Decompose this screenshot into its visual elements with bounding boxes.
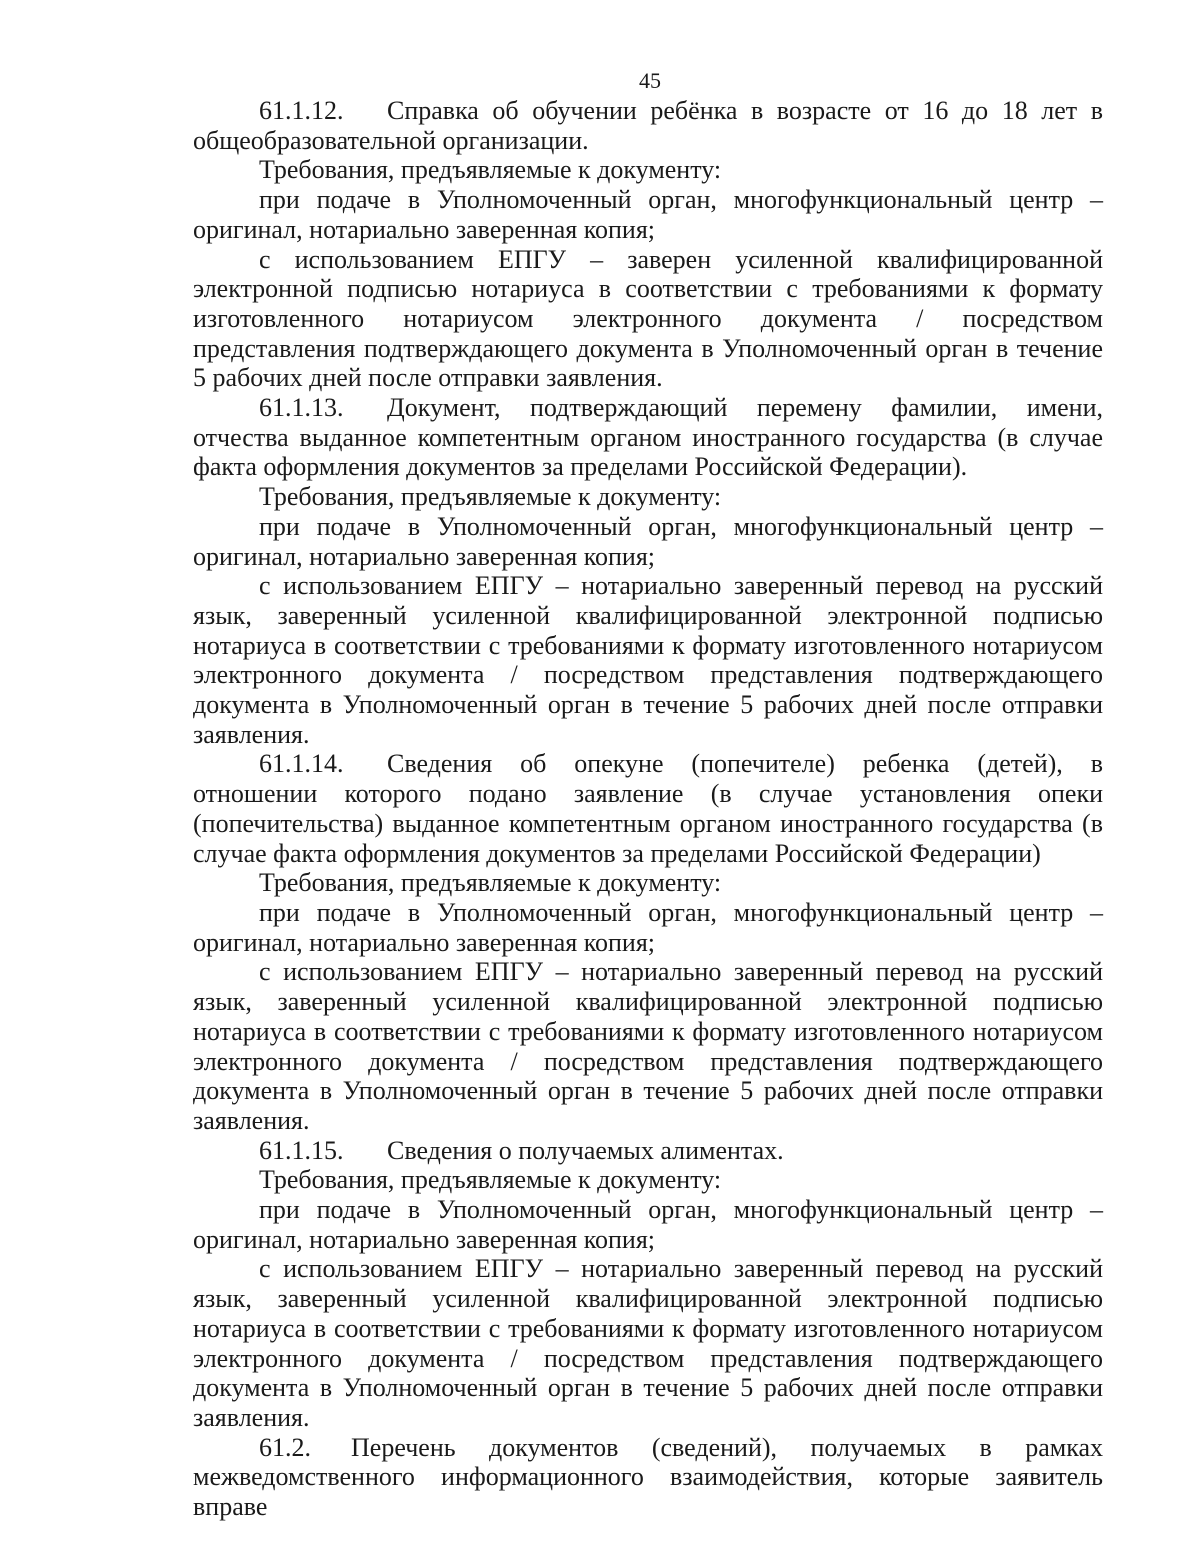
requirements-heading: Требования, предъявляемые к документу: <box>259 868 722 898</box>
clause-61-1-15 <box>193 1136 1103 1166</box>
clause-number: 61.1.14. <box>259 749 344 779</box>
clause-number: 61.1.12. <box>259 96 344 125</box>
document-body <box>193 96 1103 1522</box>
requirements-heading: Требования, предъявляемые к документу: <box>259 1165 722 1195</box>
requirement-paper: при подаче в Уполномоченный орган, многофункциональный центр – оригинал, нотариально заверенная копия; <box>193 511 1103 571</box>
requirement-epgu: с использованием ЕПГУ – нотариально заверенный перевод на русский язык, заверенный усиленной квалифицированной электронной подписью нотариуса в соответствии с требованиями к формату изготовленного нотариусом электронного документа / посредством представления подтверждающего документа в Уполномоченный орган в течение 5 рабочих дней после отправки заявления. <box>193 957 1103 1135</box>
clause-61-2 <box>193 1433 1103 1522</box>
requirement-epgu: с использованием ЕПГУ – нотариально заверенный перевод на русский язык, заверенный усиленной квалифицированной электронной подписью нотариуса в соответствии с требованиями к формату изготовленного нотариусом электронного документа / посредством представления подтверждающего документа в Уполномоченный орган в течение 5 рабочих дней после отправки заявления. <box>193 1254 1103 1432</box>
clause-number: 61.1.13. <box>259 393 344 423</box>
clause-text: Сведения об опекуне (попечителе) ребенка (детей), в отношении которого подано заявление (в случае установления опеки (попечительства) выданное компетентным органом иностранного государства (в случае факта оформления документов за пределами Российской Федерации) <box>193 749 1103 868</box>
clause-text: Перечень документов (сведений), получаемых в рамках межведомственного информационного взаимодействия, которые заявитель вправе <box>193 1432 1103 1522</box>
clause-number: 61.2. <box>259 1432 311 1462</box>
requirement-epgu: с использованием ЕПГУ – заверен усиленной квалифицированной электронной подписью нотариуса в соответствии с требованиями к формату изготовленного нотариусом электронного документа / посредством представления подтверждающего документа в Уполномоченный орган в течение 5 рабочих дней после отправки заявления. <box>193 244 1103 393</box>
clause-61-1-14 <box>193 749 1103 868</box>
requirement-paper: при подаче в Уполномоченный орган, многофункциональный центр – оригинал, нотариально заверенная копия; <box>193 897 1103 957</box>
clause-61-1-13 <box>193 393 1103 482</box>
clause-number: 61.1.15. <box>259 1135 344 1165</box>
page-number: 45 <box>639 68 661 93</box>
requirement-paper: при подаче в Уполномоченный орган, многофункциональный центр – оригинал, нотариально заверенная копия; <box>193 1195 1103 1254</box>
clause-text: Справка об обучении ребёнка в возрасте от 16 до 18 лет в общеобразовательной организации. <box>193 96 1103 155</box>
requirements-heading: Требования, предъявляемые к документу: <box>259 482 722 512</box>
requirement-paper: при подаче в Уполномоченный орган, многофункциональный центр – оригинал, нотариально заверенная копия; <box>193 185 1103 244</box>
clause-text: Документ, подтверждающий перемену фамилии, имени, отчества выданное компетентным органом иностранного государства (в случае факта оформления документов за пределами Российской Федерации). <box>193 393 1103 482</box>
clause-text: Сведения о получаемых алиментах. <box>387 1135 784 1165</box>
clause-61-1-12 <box>193 96 1103 155</box>
requirement-epgu: с использованием ЕПГУ – нотариально заверенный перевод на русский язык, заверенный усиленной квалифицированной электронной подписью нотариуса в соответствии с требованиями к формату изготовленного нотариусом электронного документа / посредством представления подтверждающего документа в Уполномоченный орган в течение 5 рабочих дней после отправки заявления. <box>193 571 1103 749</box>
requirements-heading: Требования, предъявляемые к документу: <box>259 155 722 185</box>
